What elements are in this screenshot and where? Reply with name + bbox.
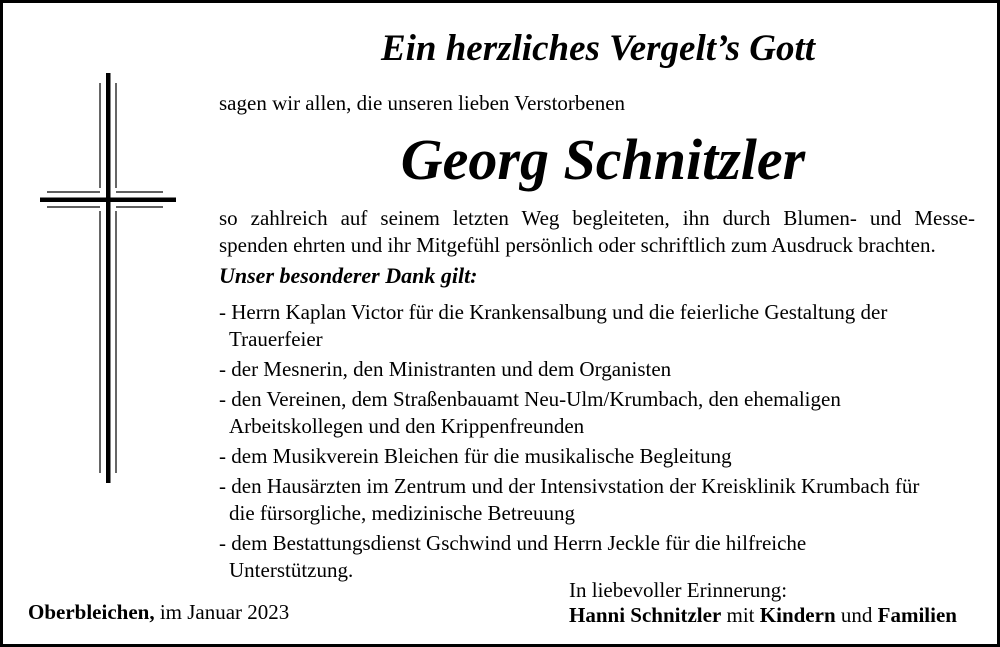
body-text [219, 205, 975, 259]
signature-connector: und [840, 603, 873, 627]
thanks-line: Unterstützung. [229, 558, 354, 582]
signature-families: Familien [877, 603, 957, 627]
thanks-list [219, 299, 979, 587]
thanks-line: Trauerfeier [229, 327, 323, 351]
body-line: spenden ehrten und ihr Mitgefühl persönlich oder schriftlich zum Ausdruck brachten. [219, 233, 936, 257]
thanks-item [219, 299, 979, 353]
cross-icon [33, 73, 183, 493]
thanks-line: - der Mesnerin, den Ministranten und dem Organisten [219, 357, 672, 381]
memory-line: In liebevoller Erinnerung: [569, 578, 788, 602]
thanks-line: Arbeitskollegen und den Krippenfreunden [229, 414, 585, 438]
thanks-line: die fürsorgliche, medizinische Betreuung [229, 501, 576, 525]
thanks-line: - Herrn Kaplan Victor für die Krankensalbung und die feierliche Gestaltung der [219, 300, 888, 324]
thanks-item [219, 386, 979, 440]
place: Oberbleichen, [28, 600, 155, 624]
thanks-item [219, 473, 979, 527]
thanks-item [219, 443, 979, 470]
thanks-line: - dem Musikverein Bleichen für die musikalische Begleitung [219, 444, 732, 468]
thanks-item [219, 530, 979, 584]
thanks-line: - den Vereinen, dem Straßenbauamt Neu-Ulm/Krumbach, den ehemaligen [219, 387, 841, 411]
signature [569, 602, 957, 629]
place-date [28, 599, 289, 626]
signature-name: Hanni Schnitzler [569, 603, 722, 627]
signature-children: Kindern [759, 603, 836, 627]
thanks-heading: Unser besonderer Dank gilt: [219, 263, 478, 288]
date: im Januar 2023 [159, 600, 290, 624]
thanks-line: - dem Bestattungsdienst Gschwind und Herrn Jeckle für die hilfreiche [219, 531, 807, 555]
intro-text: sagen wir allen, die unseren lieben Verstorbenen [219, 91, 626, 115]
body-line: so zahlreich auf seinem letzten Weg begleiteten, ihn durch Blumen- und Messe- [219, 206, 975, 230]
thanks-item [219, 356, 979, 383]
thanks-line: - den Hausärzten im Zentrum und der Intensivstation der Kreisklinik Krumbach für [219, 474, 920, 498]
signature-connector: mit [726, 603, 755, 627]
deceased-name: Georg Schnitzler [400, 127, 806, 192]
notice-heading: Ein herzliches Vergelt’s Gott [380, 28, 816, 69]
